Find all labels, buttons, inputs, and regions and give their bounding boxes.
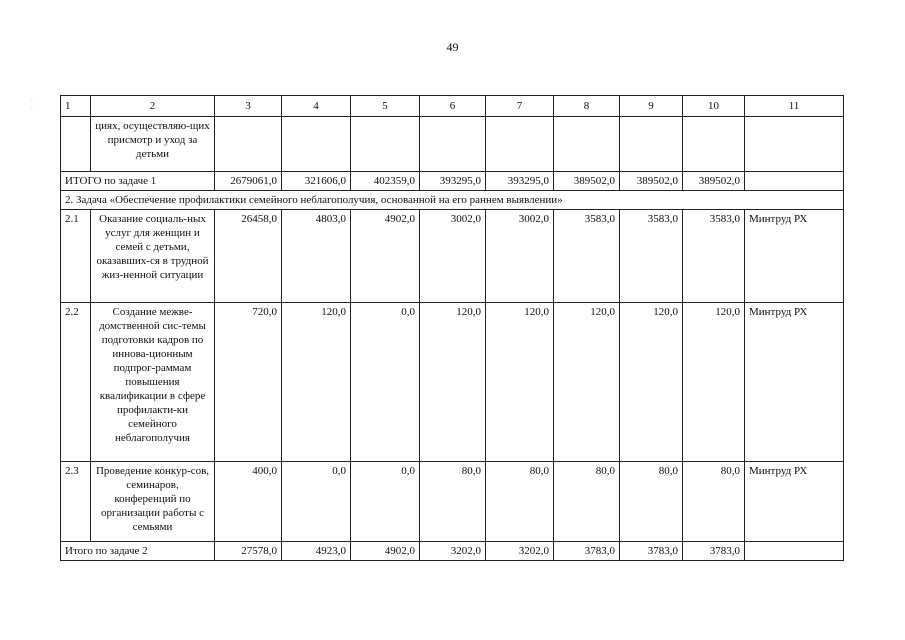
header-cell: 8 bbox=[554, 96, 620, 117]
cell-value: 3783,0 bbox=[683, 542, 745, 561]
total-row-task-2 bbox=[61, 542, 844, 561]
cell-value: 0,0 bbox=[351, 462, 420, 542]
margin-marks bbox=[30, 96, 36, 112]
cell-empty bbox=[745, 117, 844, 172]
cell-empty bbox=[683, 117, 745, 172]
header-cell: 11 bbox=[745, 96, 844, 117]
table-row bbox=[61, 117, 844, 172]
cell-empty bbox=[61, 117, 91, 172]
cell-value: 393295,0 bbox=[486, 172, 554, 191]
table-header-row bbox=[61, 96, 844, 117]
cell-value: 3202,0 bbox=[486, 542, 554, 561]
cell-empty bbox=[554, 117, 620, 172]
margin-mark: · · bbox=[30, 97, 36, 103]
cell-empty bbox=[351, 117, 420, 172]
cell-value: 389502,0 bbox=[620, 172, 683, 191]
cell-value: 3583,0 bbox=[554, 210, 620, 303]
cell-value: 3202,0 bbox=[420, 542, 486, 561]
task-2-heading: 2. Задача «Обеспечение профилактики семейного неблагополучия, основанной на его раннем выявлении» bbox=[61, 191, 844, 210]
page-number: 49 bbox=[446, 40, 459, 54]
header-cell: 4 bbox=[282, 96, 351, 117]
margin-mark: · · bbox=[30, 105, 36, 111]
cell-name: Создание межве-домственной сис-темы подготовки кадров по иннова-ционным подпрог-раммам повышения квалификации в сфере профилакти-ки семейного неблагополучия bbox=[91, 303, 215, 462]
total-row-task-1 bbox=[61, 172, 844, 191]
header-cell: 5 bbox=[351, 96, 420, 117]
cell-number: 2.3 bbox=[61, 462, 91, 542]
cell-value: 4902,0 bbox=[351, 210, 420, 303]
header-cell: 6 bbox=[420, 96, 486, 117]
cell-empty bbox=[282, 117, 351, 172]
cell-executor: Минтруд РХ bbox=[745, 210, 844, 303]
cell-value: 2679061,0 bbox=[215, 172, 282, 191]
header-cell: 10 bbox=[683, 96, 745, 117]
cell-value: 80,0 bbox=[420, 462, 486, 542]
cell-empty bbox=[420, 117, 486, 172]
header-cell: 9 bbox=[620, 96, 683, 117]
cell-name: Оказание социаль-ных услуг для женщин и семей с детьми, оказавших-ся в трудной жиз-ненной ситуации bbox=[91, 210, 215, 303]
cell-number: 2.1 bbox=[61, 210, 91, 303]
cell-value: 3002,0 bbox=[486, 210, 554, 303]
cell-value: 80,0 bbox=[486, 462, 554, 542]
cell-value: 3583,0 bbox=[683, 210, 745, 303]
cell-value: 4923,0 bbox=[282, 542, 351, 561]
table-row bbox=[61, 210, 844, 303]
cell-empty bbox=[620, 117, 683, 172]
header-cell: 2 bbox=[91, 96, 215, 117]
total-label: ИТОГО по задаче 1 bbox=[61, 172, 215, 191]
cell-value: 120,0 bbox=[486, 303, 554, 462]
cell-name: Проведение конкур-сов, семинаров, конференций по организации работы с семьями bbox=[91, 462, 215, 542]
table-row bbox=[61, 303, 844, 462]
cell-empty bbox=[486, 117, 554, 172]
cell-value: 4902,0 bbox=[351, 542, 420, 561]
cell-value: 3583,0 bbox=[620, 210, 683, 303]
cell-value: 120,0 bbox=[620, 303, 683, 462]
cell-value: 0,0 bbox=[351, 303, 420, 462]
budget-table bbox=[60, 95, 844, 561]
cell-value: 3783,0 bbox=[554, 542, 620, 561]
cell-executor bbox=[745, 172, 844, 191]
cell-value: 120,0 bbox=[683, 303, 745, 462]
cell-value: 80,0 bbox=[683, 462, 745, 542]
cell-executor: Минтруд РХ bbox=[745, 462, 844, 542]
cell-empty bbox=[215, 117, 282, 172]
cell-value: 120,0 bbox=[282, 303, 351, 462]
cell-value: 4803,0 bbox=[282, 210, 351, 303]
cell-value: 80,0 bbox=[554, 462, 620, 542]
header-cell: 1 bbox=[61, 96, 91, 117]
cell-value: 3783,0 bbox=[620, 542, 683, 561]
cell-value: 389502,0 bbox=[683, 172, 745, 191]
cell-name: циях, осуществляю-щих присмотр и уход за детьми bbox=[91, 117, 215, 172]
cell-value: 720,0 bbox=[215, 303, 282, 462]
header-cell: 7 bbox=[486, 96, 554, 117]
cell-value: 389502,0 bbox=[554, 172, 620, 191]
table-row bbox=[61, 462, 844, 542]
cell-number: 2.2 bbox=[61, 303, 91, 462]
cell-value: 0,0 bbox=[282, 462, 351, 542]
cell-value: 26458,0 bbox=[215, 210, 282, 303]
cell-value: 402359,0 bbox=[351, 172, 420, 191]
cell-executor: Минтруд РХ bbox=[745, 303, 844, 462]
task-heading-row bbox=[61, 191, 844, 210]
header-cell: 3 bbox=[215, 96, 282, 117]
cell-value: 120,0 bbox=[420, 303, 486, 462]
cell-value: 3002,0 bbox=[420, 210, 486, 303]
cell-value: 27578,0 bbox=[215, 542, 282, 561]
cell-value: 400,0 bbox=[215, 462, 282, 542]
cell-value: 120,0 bbox=[554, 303, 620, 462]
cell-value: 321606,0 bbox=[282, 172, 351, 191]
cell-value: 393295,0 bbox=[420, 172, 486, 191]
cell-executor bbox=[745, 542, 844, 561]
total-label: Итого по задаче 2 bbox=[61, 542, 215, 561]
cell-value: 80,0 bbox=[620, 462, 683, 542]
